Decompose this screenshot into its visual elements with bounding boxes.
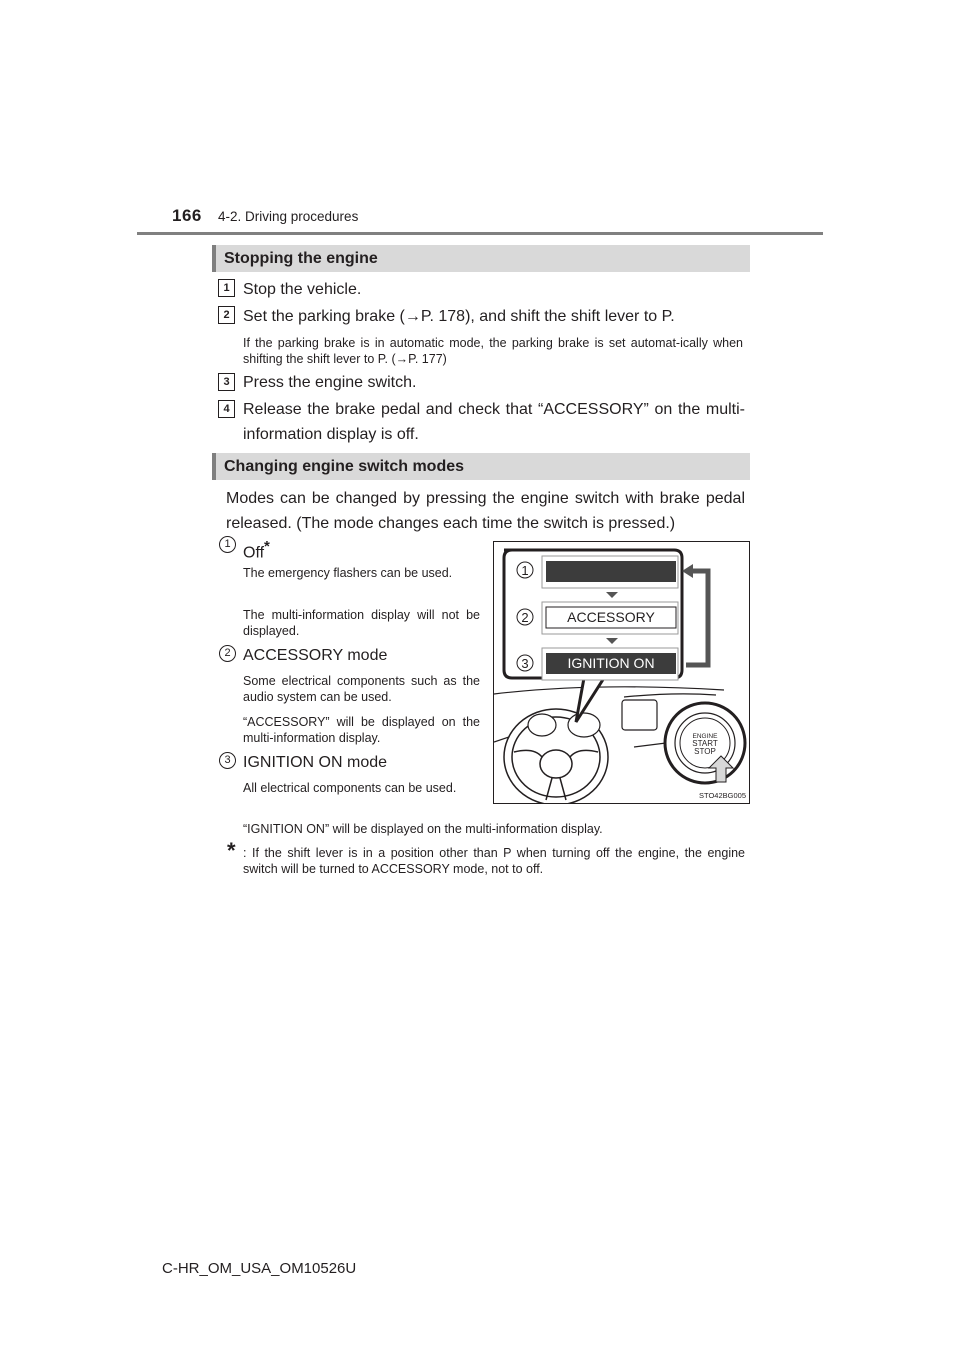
section-heading-stopping	[212, 245, 750, 272]
modes-intro: Modes can be changed by pressing the engine switch with brake pedal released. (The mode changes each time the switch is pressed.)	[226, 490, 745, 532]
figure-code: STO42BG005	[699, 791, 746, 800]
mode-label-off: Off*	[243, 538, 270, 562]
mode-note: “IGNITION ON” will be displayed on the multi-information display.	[243, 822, 603, 836]
button-label-engine: ENGINE	[692, 733, 718, 740]
cycle-arrow-icon	[686, 571, 708, 665]
header-rule	[137, 232, 823, 235]
step-number-4: 4	[218, 400, 235, 418]
step-number-3: 3	[218, 373, 235, 391]
footnote-mark: *	[227, 838, 236, 863]
mode-note: “ACCESSORY” will be displayed on the multi-information display.	[243, 715, 480, 745]
engine-switch-illustration	[494, 542, 749, 803]
callout-number-1: 1	[521, 563, 529, 578]
section-title: Changing engine switch modes	[224, 458, 465, 475]
step-text-4: Release the brake pedal and check that “ACCESSORY” on the multi-information display is off.	[243, 401, 745, 443]
mode-label-ignition: IGNITION ON mode	[243, 754, 388, 771]
button-label-start: START	[692, 739, 718, 748]
display-label-accessory: ACCESSORY	[567, 609, 655, 625]
section-reference: 4-2. Driving procedures	[218, 209, 359, 224]
callout-number-3: 3	[521, 656, 529, 671]
display-off	[546, 561, 676, 582]
step-text-2: Set the parking brake (→P. 178), and shift the shift lever to P.	[243, 308, 675, 325]
engine-switch-figure	[493, 541, 750, 804]
mode-note: All electrical components can be used.	[243, 781, 457, 795]
mode-number-3: 3	[219, 752, 236, 769]
mode-note: The emergency flashers can be used.	[243, 566, 453, 580]
step-note-2: If the parking brake is in automatic mode, the parking brake is set automat-ically when shifting the shift lever to P. (→P. 177)	[243, 336, 743, 366]
button-label-stop: STOP	[694, 747, 716, 756]
section-title: Stopping the engine	[224, 250, 378, 267]
mode-number-1: 1	[219, 536, 236, 553]
mode-number-2: 2	[219, 645, 236, 662]
footnote-text: : If the shift lever is in a position other than P when turning off the engine, the engine switch will be turned to ACCESSORY mode, not to off.	[243, 846, 745, 876]
page-number: 166	[172, 206, 202, 225]
document-id: C-HR_OM_USA_OM10526U	[162, 1260, 357, 1277]
mode-label-accessory: ACCESSORY mode	[243, 647, 388, 664]
mode-note: Some electrical components such as the audio system can be used.	[243, 674, 480, 704]
callout-number-2: 2	[521, 610, 529, 625]
step-number-1: 1	[218, 279, 235, 297]
section-heading-modes	[212, 453, 750, 480]
mode-note: The multi-information display will not be displayed.	[243, 608, 480, 638]
step-number-2: 2	[218, 306, 235, 324]
step-text-1: Stop the vehicle.	[243, 281, 362, 298]
step-text-3: Press the engine switch.	[243, 374, 417, 391]
display-label-ignition: IGNITION ON	[567, 655, 655, 671]
